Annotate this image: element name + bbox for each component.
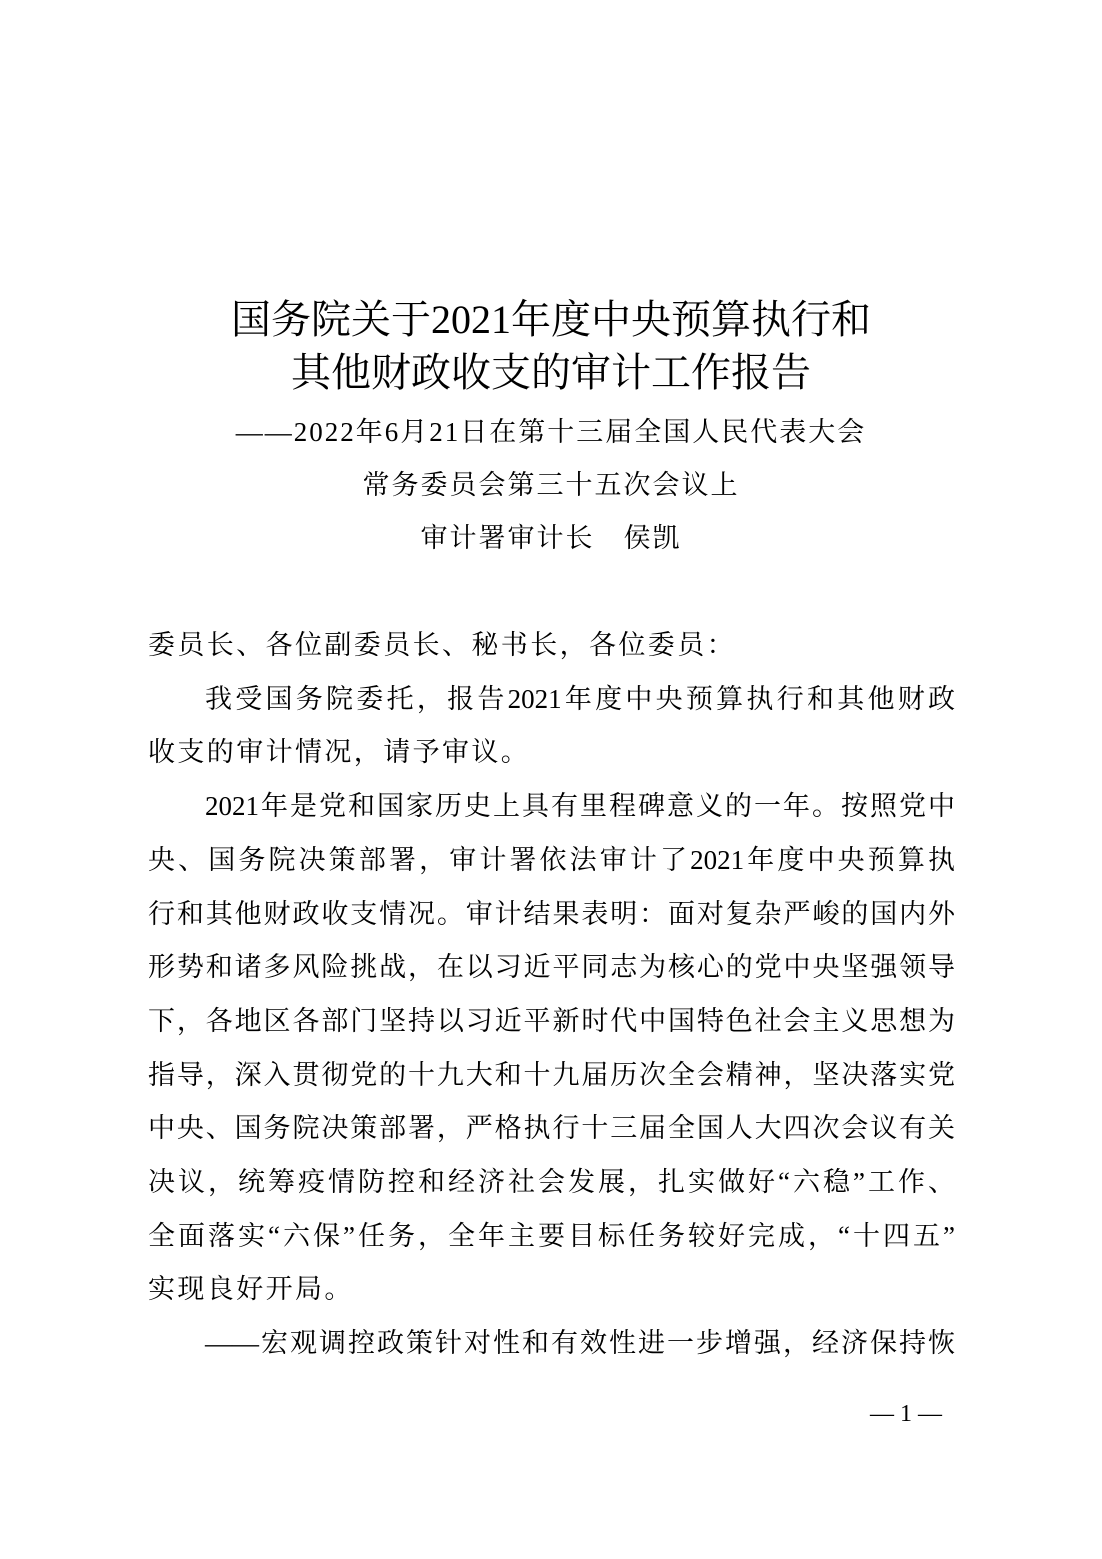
- body-line: 指导，深入贯彻党的十九大和十九届历次全会精神，坚决落实党: [148, 1059, 955, 1090]
- body-line: 收支的审计情况，请予审议。: [148, 737, 531, 768]
- body-line: ——宏观调控政策针对性和有效性进一步增强，经济保持恢: [205, 1328, 955, 1359]
- speaker-line: 审计署审计长 侯凯: [420, 523, 682, 553]
- subtitle-line-1: ——2022年6月21日在第十三届全国人民代表大会: [235, 417, 867, 447]
- body-line: 下，各地区各部门坚持以习近平新时代中国特色社会主义思想为: [148, 1005, 955, 1036]
- body-line: 2021年是党和国家历史上具有里程碑意义的一年。按照党中: [205, 791, 955, 822]
- body-line: 全面落实“六保”任务，全年主要目标任务较好完成，“十四五”: [148, 1220, 955, 1251]
- document-title-line-2: 其他财政收支的审计工作报告: [291, 350, 811, 395]
- body-line: 实现良好开局。: [148, 1274, 354, 1305]
- body-line: 行和其他财政收支情况。审计结果表明：面对复杂严峻的国内外: [148, 898, 955, 929]
- body-line: 委员长、各位副委员长、秘书长，各位委员：: [148, 630, 736, 660]
- body-line: 央、国务院决策部署，审计署依法审计了2021年度中央预算执: [148, 844, 955, 875]
- body-line: 我受国务院委托，报告2021年度中央预算执行和其他财政: [205, 683, 955, 714]
- page-number: — 1 —: [870, 1401, 942, 1427]
- body-line: 中央、国务院决策部署，严格执行十三届全国人大四次会议有关: [148, 1113, 955, 1144]
- body-line: 决议，统筹疫情防控和经济社会发展，扎实做好“六稳”工作、: [148, 1167, 955, 1197]
- document-title-line-1: 国务院关于2021年度中央预算执行和: [231, 297, 871, 342]
- subtitle-line-2: 常务委员会第三十五次会议上: [362, 470, 740, 500]
- body-line: 形势和诸多风险挑战，在以习近平同志为核心的党中央坚强领导: [148, 952, 955, 983]
